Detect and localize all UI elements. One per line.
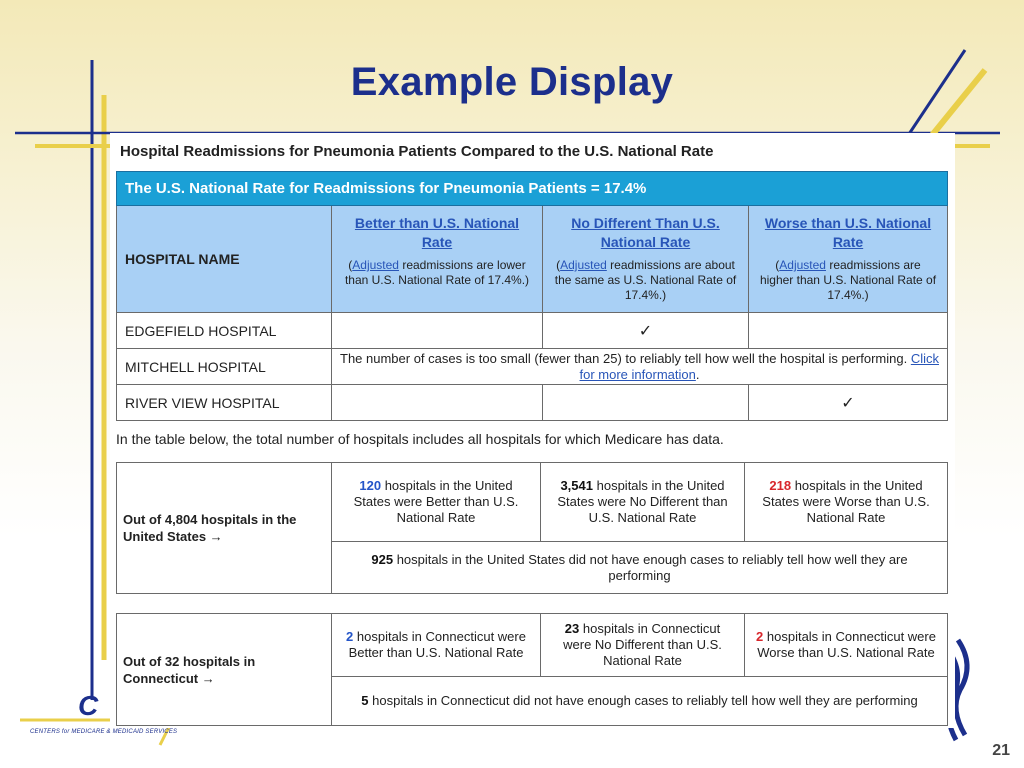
ct-no-different-cell: 23 hospitals in Connecticut were No Different than U.S. National Rate [541,614,745,677]
column-header-better [332,206,543,313]
worse-cell [749,313,948,349]
checkmark-icon: ✓ [841,394,855,412]
cms-logo: C [78,690,99,721]
us-worse-cell: 218 hospitals in the United States were Worse than U.S. National Rate [745,463,948,542]
adjusted-link[interactable]: Adjusted [560,258,607,272]
column-header-row [117,206,948,313]
us-summary-label: Out of 4,804 hospitals in the United States → [117,463,332,594]
adjusted-link[interactable]: Adjusted [779,258,826,272]
better-cell [332,385,543,421]
cms-footer-text: CENTERS for MEDICARE & MEDICAID SERVICES [30,729,178,735]
national-rate-banner: The U.S. National Rate for Readmissions for Pneumonia Patients = 17.4% [117,172,948,206]
column-title-no-different-link[interactable]: No Different Than U.S. National Rate [571,215,720,250]
table-row [117,385,948,421]
us-summary-row [117,463,948,542]
ct-worse-cell: 2 hospitals in Connecticut were Worse than U.S. National Rate [745,614,948,677]
worse-cell [749,385,948,421]
column-header-worse [749,206,948,313]
more-information-link[interactable]: Click for more information [579,350,939,382]
ct-summary-table [116,613,948,726]
ct-insufficient-cell: 5 hospitals in Connecticut did not have enough cases to reliably tell how well they are performing [332,677,948,726]
too-few-cases-message: The number of cases is too small (fewer than 25) to reliably tell how well the hospital is performing. Click for more information. [332,349,948,385]
column-desc-no-different: (Adjusted readmissions are about the same as U.S. National Rate of 17.4%.) [554,258,737,302]
slide-title: Example Display [350,60,674,104]
hospital-name: MITCHELL HOSPITAL [117,349,332,385]
column-title-worse-link[interactable]: Worse than U.S. National Rate [764,215,932,250]
better-cell [332,313,543,349]
medicare-data-note: In the table below, the total number of hospitals includes all hospitals for which Medicare has data. [116,431,724,447]
column-desc-worse: (Adjusted readmissions are higher than U.S. National Rate of 17.4%.) [759,258,937,302]
column-title-better-link[interactable]: Better than U.S. National Rate [354,215,520,250]
column-desc-better: (Adjusted readmissions are lower than U.S. National Rate of 17.4%.) [344,258,530,287]
readmission-comparison-table [116,171,948,421]
us-insufficient-cell: 925 hospitals in the United States did not have enough cases to reliably tell how well they are performing [332,542,948,594]
us-summary-table [116,462,948,594]
hospital-name-header: HOSPITAL NAME [117,206,332,313]
no-different-cell [543,385,749,421]
decor-bottom-slash [160,725,170,745]
hospital-name: EDGEFIELD HOSPITAL [117,313,332,349]
display-heading: Hospital Readmissions for Pneumonia Patients Compared to the U.S. National Rate [120,143,714,160]
checkmark-icon: ✓ [638,322,653,340]
us-better-cell: 120 hospitals in the United States were Better than U.S. National Rate [332,463,541,542]
no-different-cell [543,313,749,349]
table-row [117,349,948,385]
ct-better-cell: 2 hospitals in Connecticut were Better than U.S. National Rate [332,614,541,677]
column-header-no-different [543,206,749,313]
table-row [117,313,948,349]
adjusted-link[interactable]: Adjusted [352,258,399,272]
us-no-different-cell: 3,541 hospitals in the United States were No Different than U.S. National Rate [541,463,745,542]
ct-summary-label: Out of 32 hospitals in Connecticut → [117,614,332,726]
hospital-name: RIVER VIEW HOSPITAL [117,385,332,421]
ct-summary-row [117,614,948,677]
page-number: 21 [992,742,1010,759]
national-rate-row [117,172,948,206]
example-display-panel [110,133,955,728]
